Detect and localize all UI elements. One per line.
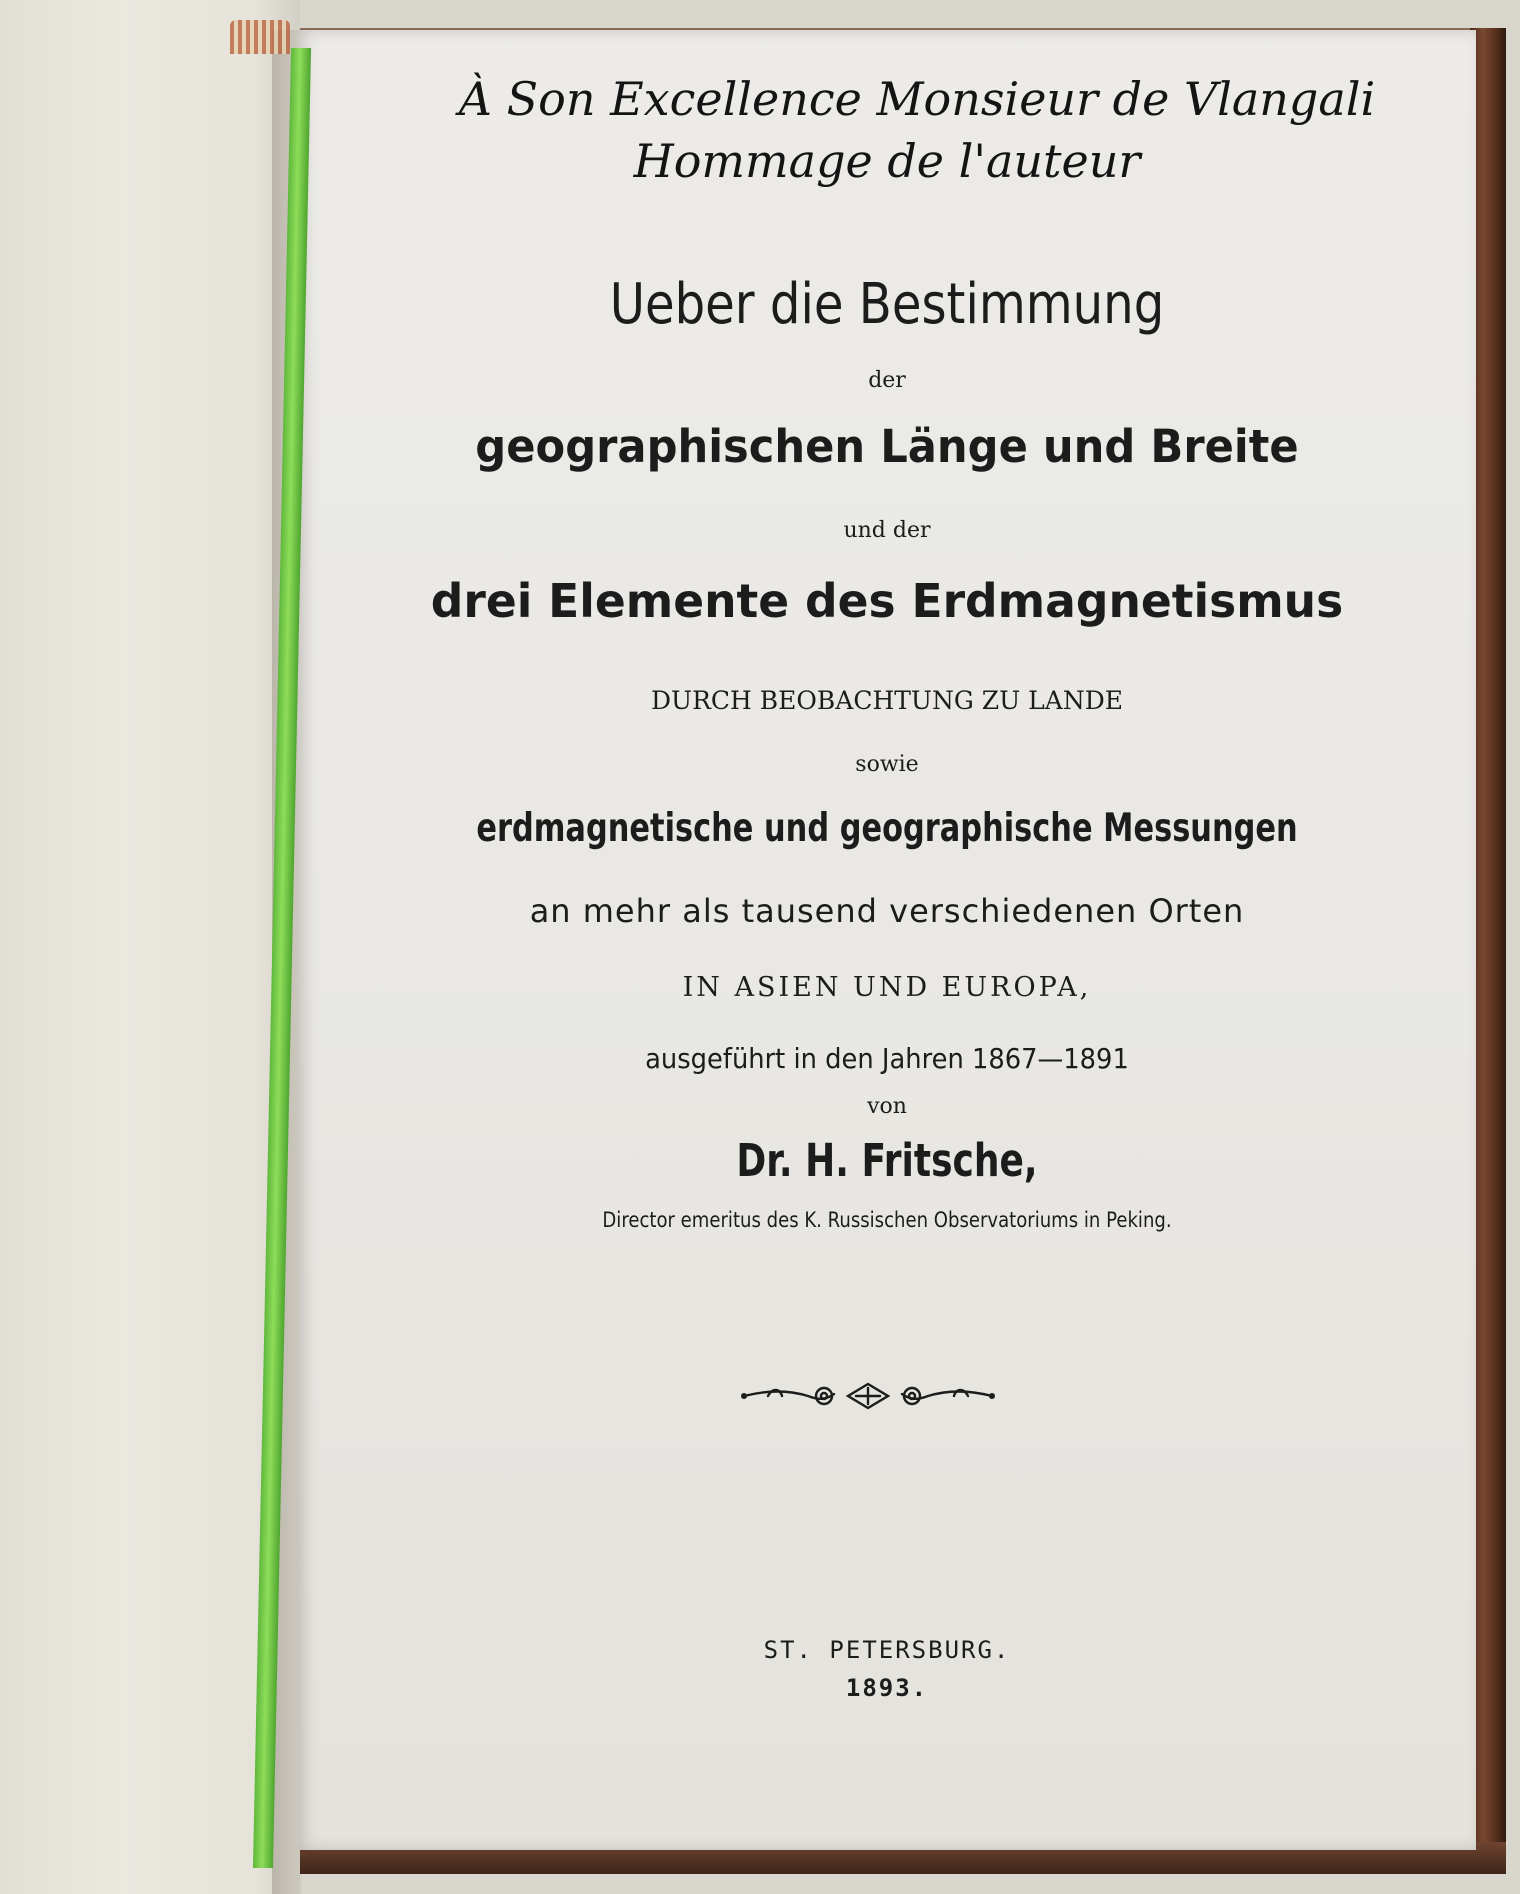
author-title: Director emeritus des K. Russischen Observatoriums in Peking. xyxy=(602,1208,1172,1232)
subject-geography: geographischen Länge und Breite xyxy=(475,420,1299,473)
imprint-year: 1893. xyxy=(845,1674,929,1702)
left-page xyxy=(0,0,300,1894)
connector-von: von xyxy=(867,1094,907,1119)
subject-measurements: erdmagnetische und geographische Messungen xyxy=(476,806,1298,851)
places-line: an mehr als tausend verschiedenen Orten xyxy=(529,892,1245,930)
book-title: Ueber die Bestimmung xyxy=(609,272,1165,337)
title-page xyxy=(298,30,1476,1850)
decorative-ornament xyxy=(738,1376,998,1416)
years-line: ausgeführt in den Jahren 1867—1891 xyxy=(645,1042,1129,1075)
connector-sowie: sowie xyxy=(855,752,919,777)
headband xyxy=(230,20,290,54)
inscription-line-1: À Son Excellence Monsieur de Vlangali xyxy=(458,72,1376,126)
regions-line: IN ASIEN UND EUROPA, xyxy=(682,972,1092,1003)
imprint-city: ST. PETERSBURG. xyxy=(763,1636,1011,1664)
subject-magnetism: drei Elemente des Erdmagnetismus xyxy=(430,574,1344,628)
connector-der: der xyxy=(868,368,906,393)
inscription-line-2: Hommage de l'auteur xyxy=(633,134,1141,188)
connector-und-der: und der xyxy=(843,518,931,543)
method-line: DURCH BEOBACHTUNG ZU LANDE xyxy=(650,686,1124,715)
author-name: Dr. H. Fritsche, xyxy=(736,1134,1038,1187)
